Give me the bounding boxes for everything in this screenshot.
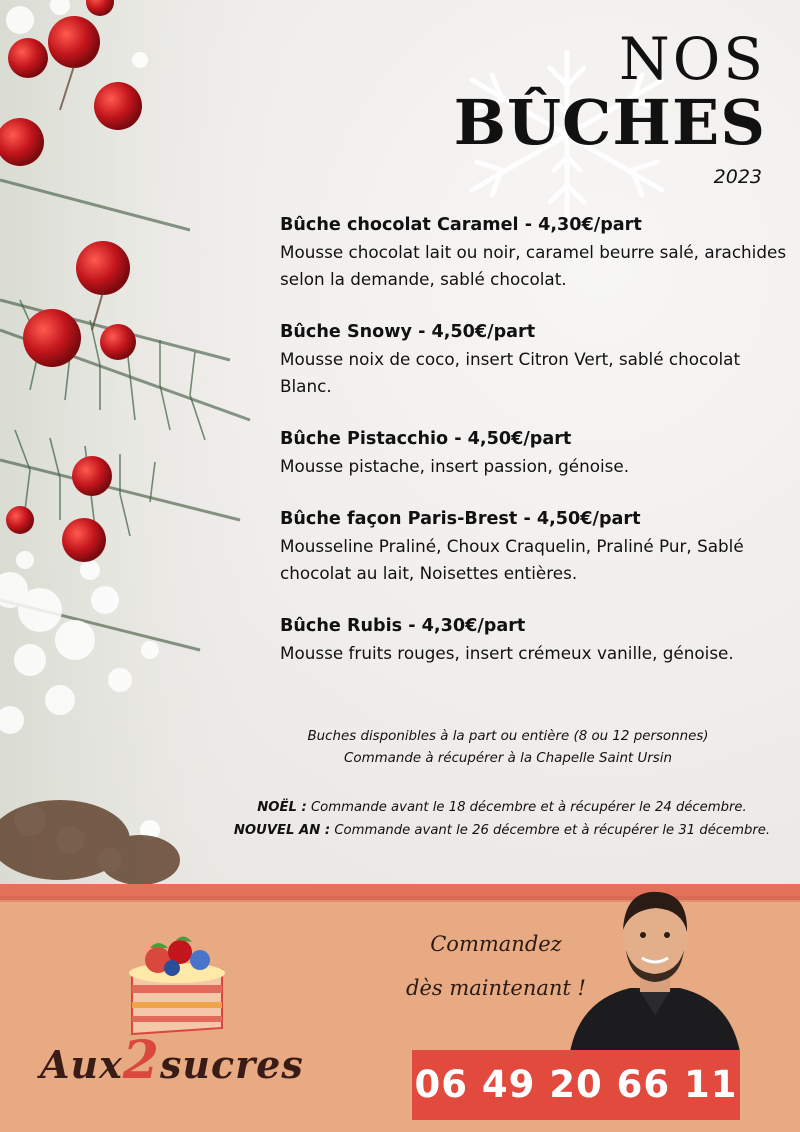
menu-item-name: Bûche Rubis - 4,30€/part xyxy=(280,616,526,636)
chef-portrait xyxy=(570,880,740,1052)
menu-item-description: Mousseline Praliné, Choux Craquelin, Praliné Pur, Sablé chocolat au lait, Noisettes entières. xyxy=(280,536,744,583)
cake-logo-icon xyxy=(120,930,240,1040)
menu-item-description: Mousse noix de coco, insert Citron Vert, sablé chocolat Blanc. xyxy=(280,349,741,396)
noel-text: Commande avant le 18 décembre et à récupérer le 24 décembre. xyxy=(306,800,747,815)
menu-item xyxy=(280,506,795,587)
menu-item xyxy=(280,212,795,293)
menu-item-name: Bûche façon Paris-Brest - 4,50€/part xyxy=(280,509,641,529)
availability-notes xyxy=(218,726,798,770)
title-line-1: NOS xyxy=(618,25,766,93)
year-label: 2023 xyxy=(713,166,762,188)
menu-item-name: Bûche chocolat Caramel - 4,30€/part xyxy=(280,215,642,235)
logo-part-2: 2 xyxy=(122,1030,160,1091)
menu-item xyxy=(280,613,795,667)
brand-logo xyxy=(40,1030,304,1091)
noel-label: NOËL : xyxy=(257,800,307,815)
noel-deadline xyxy=(212,796,792,819)
menu-item-name: Bûche Pistacchio - 4,50€/part xyxy=(280,429,572,449)
logo-part-1: Aux xyxy=(40,1042,123,1087)
cta-line-1: Commandez xyxy=(430,932,562,956)
logo-part-3: sucres xyxy=(159,1042,304,1087)
order-call-to-action xyxy=(396,922,596,1010)
menu-list xyxy=(280,212,795,693)
cta-line-2: dès maintenant ! xyxy=(406,976,586,1000)
title-line-2: BÛCHES xyxy=(453,86,766,159)
menu-item-description: Mousse pistache, insert passion, génoise. xyxy=(280,456,630,476)
menu-item-description: Mousse fruits rouges, insert crémeux vanille, génoise. xyxy=(280,643,734,663)
nouvel-an-deadline xyxy=(212,819,792,842)
nouvel-an-text: Commande avant le 26 décembre et à récupérer le 31 décembre. xyxy=(330,823,771,838)
menu-item xyxy=(280,426,795,480)
pickup-note: Commande à récupérer à la Chapelle Saint Ursin xyxy=(344,751,672,766)
menu-item-name: Bûche Snowy - 4,50€/part xyxy=(280,322,536,342)
menu-item xyxy=(280,319,795,400)
phone-number[interactable]: 06 49 20 66 11 xyxy=(414,1063,738,1106)
menu-item-description: Mousse chocolat lait ou noir, caramel beurre salé, arachides selon la demande, sablé chocolat. xyxy=(280,242,787,289)
availability-note: Buches disponibles à la part ou entière (8 ou 12 personnes) xyxy=(307,729,709,744)
nouvel-an-label: NOUVEL AN : xyxy=(233,823,331,838)
deadline-notes xyxy=(212,796,792,842)
